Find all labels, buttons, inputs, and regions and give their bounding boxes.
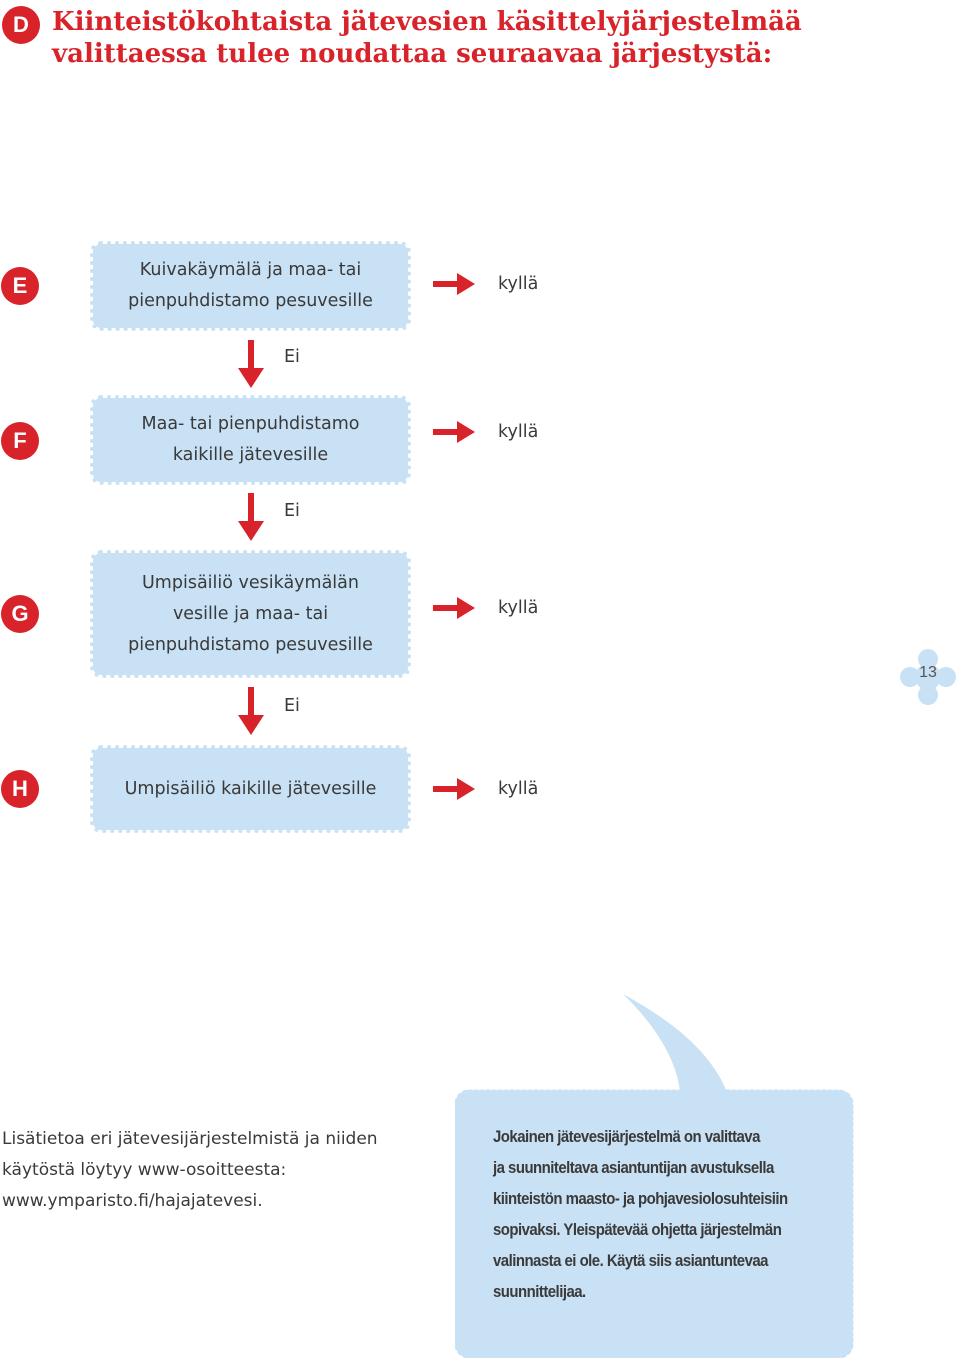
section-badge-h: H [1,770,39,808]
arrow-right-icon [433,778,475,800]
info-line-3: www.ymparisto.fi/hajajatevesi. [2,1191,263,1211]
step-g-line-2: vesille ja maa- tai [172,603,329,624]
step-f-yes-label: kyllä [498,422,539,442]
step-e-no-label: Ei [284,347,300,367]
page-number: 13 [919,664,937,681]
step-g-line-3: pienpuhdistamo pesuvesille [128,634,373,655]
title-line-2: valittaessa tulee noudattaa seuraavaa järjestystä: [52,39,773,69]
section-badge-d: D [2,6,40,44]
step-e-line-2: pienpuhdistamo pesuvesille [128,291,373,311]
step-h-line-1: Umpisäiliö kaikille jätevesille [124,778,377,799]
bubble-line-2: ja suunniteltava asiantuntijan avustuksella [493,1158,774,1177]
section-badge-g: G [1,595,39,633]
arrow-right-icon [433,421,475,443]
section-badge-f: F [1,422,39,460]
bubble-line-6: suunnittelijaa. [493,1282,586,1301]
arrow-down-icon [238,340,264,388]
step-box-f [93,398,408,482]
page-title [52,6,802,70]
step-box-h [93,748,408,830]
arrow-right-icon [433,597,475,619]
step-g-line-1: Umpisäiliö vesikäymälän [142,572,359,593]
section-badge-e: E [1,267,39,305]
step-f-line-1: Maa- tai pienpuhdistamo [141,414,360,434]
info-line-1: Lisätietoa eri jätevesijärjestelmistä ja niiden [2,1129,378,1149]
step-f-no-label: Ei [284,501,300,521]
bubble-line-3: kiinteistön maasto- ja pohjavesiolosuhteisiin [493,1189,788,1208]
step-g-no-label: Ei [284,696,300,716]
bubble-text [493,1121,801,1307]
info-line-2: käytöstä löytyy www-osoitteesta: [2,1160,287,1180]
arrow-right-icon [433,273,475,295]
arrow-down-icon [238,493,264,541]
step-g-yes-label: kyllä [498,598,539,618]
step-box-e [93,244,408,328]
bubble-line-4: sopivaksi. Yleispätevää ohjetta järjestelmän [493,1220,782,1239]
bubble-line-1: Jokainen jätevesijärjestelmä on valittava [493,1127,760,1146]
arrow-down-icon [238,687,264,735]
step-box-g [93,553,408,675]
step-e-yes-label: kyllä [498,274,539,294]
bubble-line-5: valinnasta ei ole. Käytä siis asiantuntevaa [493,1251,768,1270]
info-text [2,1124,378,1217]
step-f-line-2: kaikille jätevesille [172,445,329,465]
step-h-yes-label: kyllä [498,779,539,799]
title-line-1: Kiinteistökohtaista jätevesien käsittelyjärjestelmää [52,7,802,37]
step-e-line-1: Kuivakäymälä ja maa- tai [139,260,362,280]
